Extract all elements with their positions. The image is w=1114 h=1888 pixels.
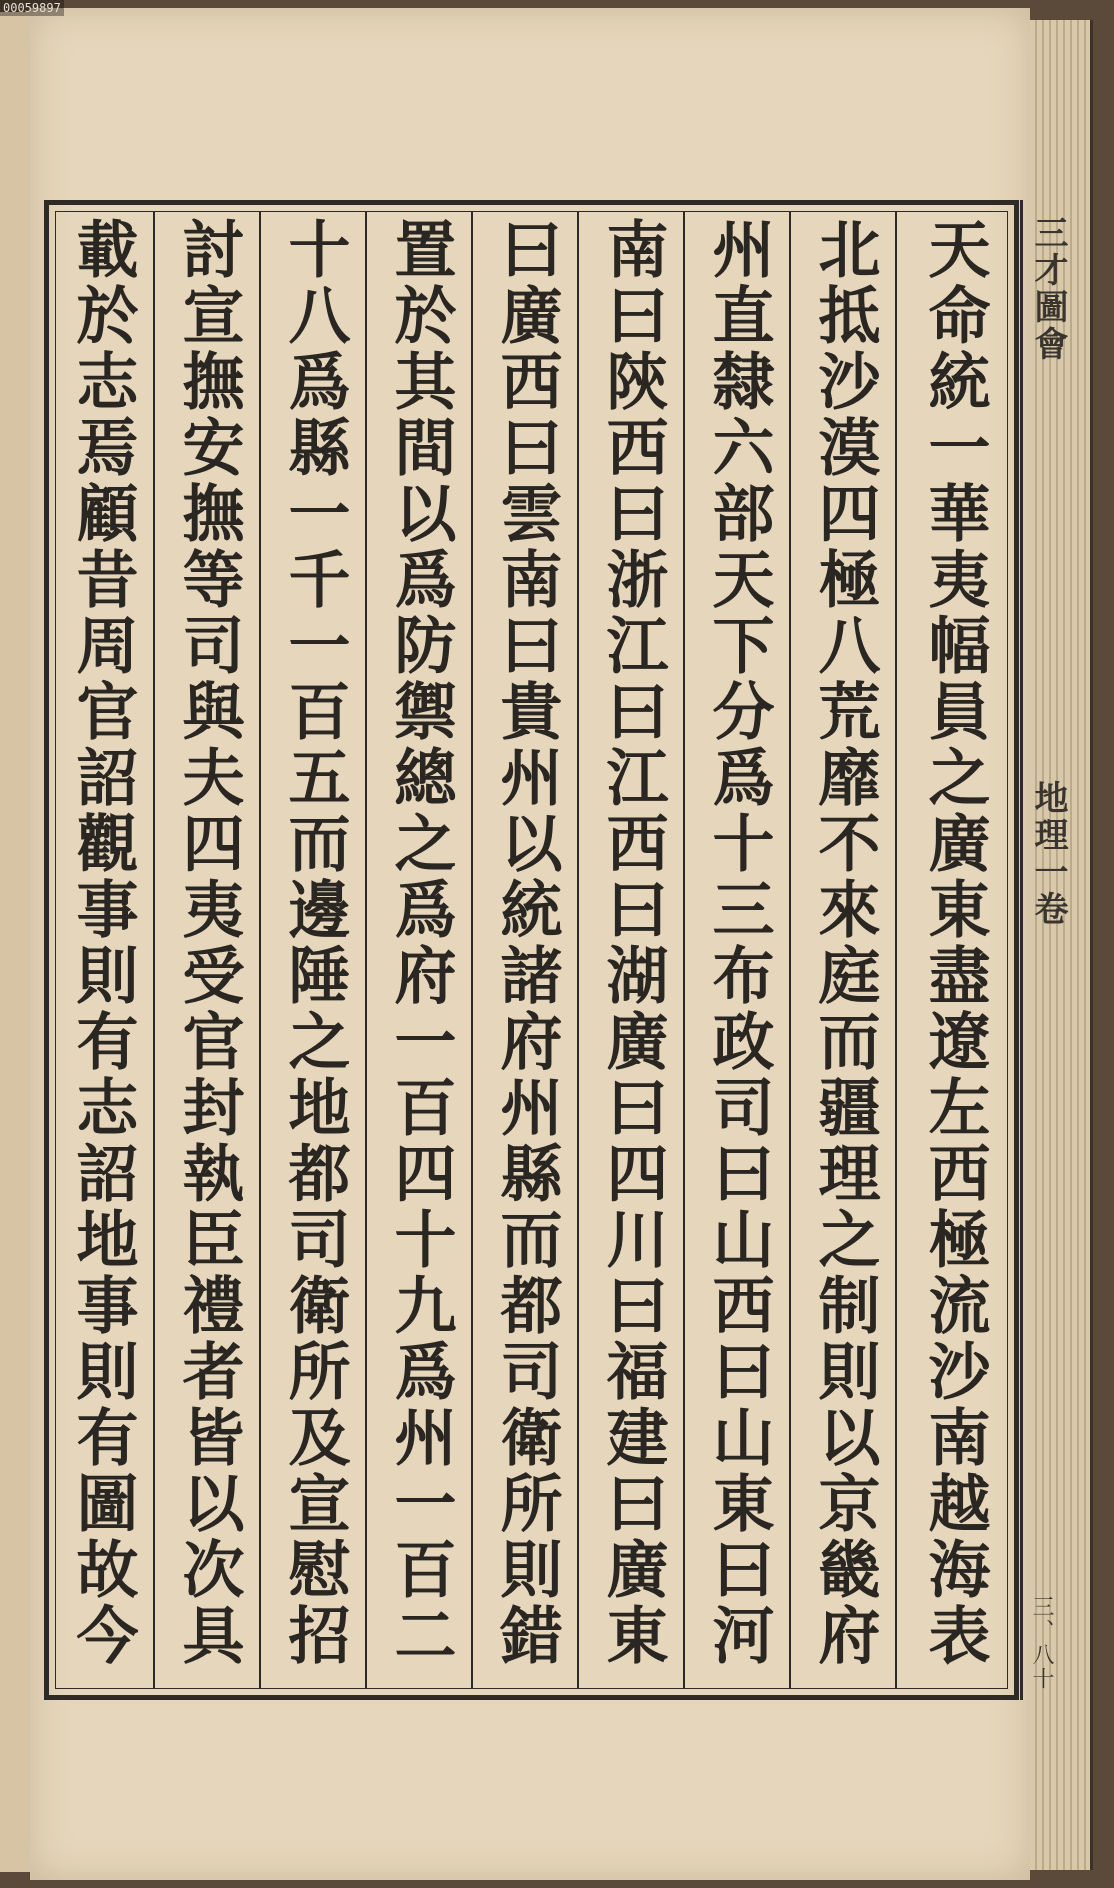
text-frame	[44, 200, 1019, 1700]
column-rule	[895, 211, 897, 1689]
text-column-7: 十八爲縣一千一百五而邊陲之地都司衛所及宣慰招	[278, 217, 351, 1669]
column-rule	[471, 211, 473, 1689]
text-column-4: 南曰陝西曰浙江曰江西曰湖廣曰四川曰福建曰廣東	[596, 217, 669, 1669]
facing-page-edge	[0, 12, 32, 1872]
text-column-1: 天命統一華夷幅員之廣東盡遼左西極流沙南越海表	[918, 217, 991, 1669]
column-rule	[153, 211, 155, 1689]
column-rule	[365, 211, 367, 1689]
text-column-5: 曰廣西曰雲南曰貴州以統諸府州縣而都司衛所則錯	[490, 217, 563, 1669]
banxin-gutter	[1020, 200, 1063, 1700]
text-column-9: 載於志焉顧昔周官詔觀事則有志詔地事則有圖故今	[66, 217, 139, 1669]
text-column-3: 州直隸六部天下分爲十三布政司曰山西曰山東曰河	[702, 217, 775, 1669]
column-rule	[259, 211, 261, 1689]
column-rule	[789, 211, 791, 1689]
text-column-8: 討宣撫安撫等司與夫四夷受官封執臣禮者皆以次具	[172, 217, 245, 1669]
column-rule	[683, 211, 685, 1689]
text-column-2: 北抵沙漠四極八荒靡不來庭而疆理之制則以京畿府	[808, 217, 881, 1669]
banxin-section: 地理一卷	[1028, 780, 1068, 928]
banxin-page-number: 三、八十	[1029, 1595, 1054, 1691]
column-rule	[577, 211, 579, 1689]
scan-id-label: 00059897	[0, 0, 64, 16]
text-column-6: 置於其間以爲防禦總之爲府一百四十九爲州一百二	[384, 217, 457, 1669]
banxin-title: 三才圖會	[1028, 215, 1068, 363]
